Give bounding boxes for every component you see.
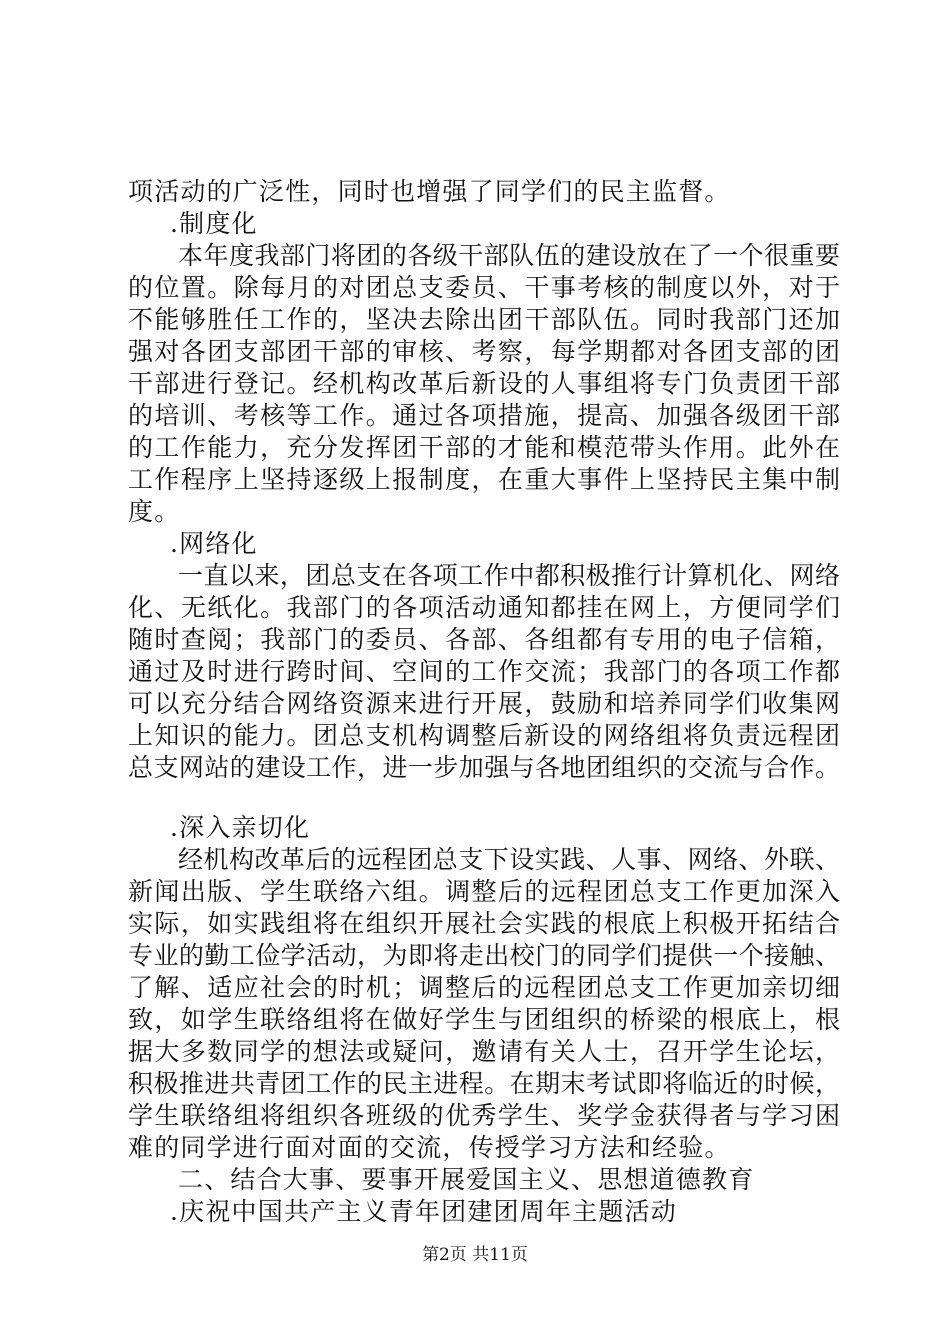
text-line: 随时查阅；我部门的委员、各部、各组都有专用的电子信箱， (128, 625, 840, 654)
subsection-heading-anniversary: .庆祝中国共产主义青年团建团周年主题活动 (170, 1197, 677, 1226)
text-line: 一直以来，团总支在各项工作中都积极推行计算机化、网络 (178, 561, 840, 590)
text-line: 干部进行登记。经机构改革后新设的人事组将专门负责团干部 (128, 369, 840, 398)
text-line: 不能够胜任工作的，坚决去除出团干部队伍。同时我部门还加 (128, 305, 840, 334)
text-line: 工作程序上坚持逐级上报制度，在重大事件上坚持民主集中制 (128, 465, 840, 494)
text-line: 了解、适应社会的时机；调整后的远程团总支工作更加亲切细 (128, 973, 840, 1002)
text-line: 强对各团支部团干部的审核、考察，每学期都对各团支部的团 (128, 337, 840, 366)
text-line: 经机构改革后的远程团总支下设实践、人事、网络、外联、 (178, 845, 840, 874)
section-heading-education: 二、结合大事、要事开展爱国主义、思想道德教育 (178, 1165, 755, 1194)
text-line: 难的同学进行面对面的交流，传授学习方法和经验。 (128, 1133, 731, 1162)
section-heading-networking: .网络化 (170, 529, 258, 558)
text-line: 新闻出版、学生联络六组。调整后的远程团总支工作更加深入 (128, 877, 840, 906)
text-line: 的培训、考核等工作。通过各项措施，提高、加强各级团干部 (128, 401, 840, 430)
body-text (128, 176, 840, 1228)
text-line: 据大多数同学的想法或疑问，邀请有关人士，召开学生论坛， (128, 1037, 840, 1066)
text-line: 的工作能力，充分发挥团干部的才能和模范带头作用。此外在 (128, 433, 840, 462)
text-line: 项活动的广泛性，同时也增强了同学们的民主监督。 (128, 177, 731, 206)
paragraph-gap (128, 784, 840, 812)
text-line: 本年度我部门将团的各级干部队伍的建设放在了一个很重要 (178, 241, 840, 270)
text-line: 学生联络组将组织各班级的优秀学生、奖学金获得者与学习困 (128, 1101, 840, 1130)
text-line: 上知识的能力。团总支机构调整后新设的网络组将负责远程团 (128, 721, 840, 750)
text-line: 的位置。除每月的对团总支委员、干事考核的制度以外，对于 (128, 273, 840, 302)
text-line: 可以充分结合网络资源来进行开展，鼓励和培养同学们收集网 (128, 689, 840, 718)
text-line: 化、无纸化。我部门的各项活动通知都挂在网上，方便同学们 (128, 593, 840, 622)
text-line: 通过及时进行跨时间、空间的工作交流；我部门的各项工作都 (128, 657, 840, 686)
text-line: 致，如学生联络组将在做好学生与团组织的桥梁的根底上，根 (128, 1005, 840, 1034)
page-footer: 第2页 共11页 (422, 1245, 528, 1265)
text-line: 专业的勤工俭学活动，为即将走出校门的同学们提供一个接触、 (128, 941, 840, 970)
text-line: 总支网站的建设工作，进一步加强与各地团组织的交流与合作。 (128, 753, 840, 782)
section-heading-deepening: .深入亲切化 (170, 813, 311, 842)
section-heading-institutionalization: .制度化 (170, 209, 258, 238)
text-line: 度。 (128, 497, 181, 526)
text-line: 实际，如实践组将在组织开展社会实践的根底上积极开拓结合 (128, 909, 840, 938)
text-line: 积极推进共青团工作的民主进程。在期末考试即将临近的时候， (128, 1069, 840, 1098)
